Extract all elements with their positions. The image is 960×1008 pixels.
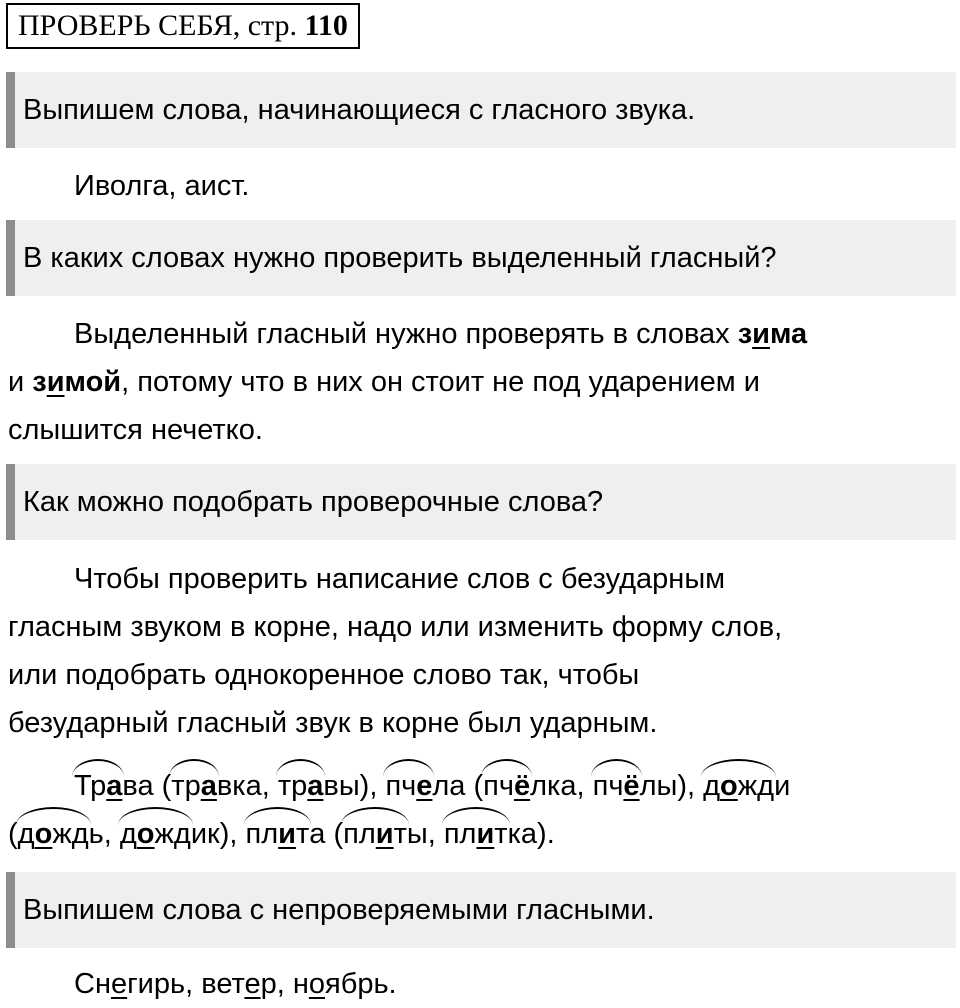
answer-2-line-1 xyxy=(8,310,954,358)
root-vowel: а xyxy=(307,770,324,802)
root-word xyxy=(593,762,640,810)
question-4-text: Выпишем слова с непроверяемыми гласными. xyxy=(23,894,655,926)
question-4 xyxy=(6,872,956,948)
root-part: т xyxy=(295,818,310,850)
root-part: т xyxy=(393,818,407,850)
answer-4-text xyxy=(8,960,954,1008)
word-part: ябрь. xyxy=(325,968,397,1000)
word-part: гирь, xyxy=(127,968,202,1000)
word-ending: ь, xyxy=(88,818,120,850)
answer-3-line: или подобрать однокоренное слово так, чтобы xyxy=(8,659,640,691)
answer-2-line-2-pre: и xyxy=(8,366,33,398)
word-ending: лка, xyxy=(530,770,593,802)
root-part: жд xyxy=(737,770,775,802)
question-1-text: Выпишем слова, начинающиеся с гласного звука. xyxy=(23,94,696,126)
root-part: пл xyxy=(443,818,477,850)
unverifiable-vowel: о xyxy=(308,968,325,1000)
question-2 xyxy=(6,220,956,296)
root-word xyxy=(343,810,407,858)
root-part: жд xyxy=(52,818,89,850)
root-part: тр xyxy=(171,770,201,802)
page-title-text: ПРОВЕРЬ СЕБЯ, стр. xyxy=(18,9,305,42)
answer-2-line-1-text: Выделенный гласный нужно проверять в словах xyxy=(74,318,738,350)
paren: ( xyxy=(8,818,18,850)
root-part: пл xyxy=(245,818,279,850)
root-word xyxy=(444,810,508,858)
root-vowel: и xyxy=(375,818,394,850)
examples-line-1 xyxy=(8,762,954,810)
question-2-text: В каких словах нужно проверить выделенный гласный? xyxy=(23,242,777,274)
root-part: жд xyxy=(154,818,191,850)
page-number: 110 xyxy=(304,9,348,42)
word-ending: а ( xyxy=(309,818,344,850)
root-part: тр xyxy=(277,770,308,802)
root-vowel: а xyxy=(106,770,123,802)
word-zima-vowel: и xyxy=(752,318,770,350)
unverifiable-vowel: е xyxy=(110,968,128,1000)
root-vowel: о xyxy=(34,818,53,850)
word-part: вет xyxy=(201,968,245,1000)
examples xyxy=(8,762,954,858)
root-part: пч xyxy=(483,770,514,802)
answer-3 xyxy=(8,555,954,747)
root-part: пл xyxy=(343,818,376,850)
word-ending: ик), xyxy=(190,818,246,850)
question-3 xyxy=(6,464,956,540)
root-vowel: е xyxy=(416,770,433,802)
word-ending: ка). xyxy=(507,818,555,850)
word-part: р, xyxy=(260,968,293,1000)
examples-line-2 xyxy=(8,810,954,858)
word-part: Сн xyxy=(74,968,111,1000)
root-word xyxy=(483,762,530,810)
answer-4 xyxy=(8,960,954,1008)
root-vowel: и xyxy=(278,818,296,850)
answer-3-line: гласным звуком в корне, надо или изменить форму слов, xyxy=(8,611,783,643)
page-title xyxy=(6,3,360,49)
word-zimoy-part: мой xyxy=(64,366,122,398)
word-zimoy xyxy=(32,366,121,398)
root-vowel: ё xyxy=(623,770,640,802)
root-word xyxy=(120,810,191,858)
word-ending: вы), xyxy=(323,770,386,802)
root-vowel: о xyxy=(136,818,155,850)
root-part: д xyxy=(119,818,137,850)
word-ending: ы, xyxy=(406,818,444,850)
root-word xyxy=(703,762,774,810)
root-word xyxy=(171,762,217,810)
word-zima-part: ма xyxy=(769,318,808,350)
root-part: т xyxy=(494,818,508,850)
root-part: пч xyxy=(385,770,417,802)
root-part: д xyxy=(703,770,721,802)
answer-3-line: безударный гласный звук в корне был ударным. xyxy=(8,707,658,739)
root-vowel: ё xyxy=(513,770,531,802)
question-3-text: Как можно подобрать проверочные слова? xyxy=(23,486,604,518)
word-ending: и xyxy=(774,770,791,802)
answer-2-line-3: слышится нечетко. xyxy=(8,414,263,446)
question-1 xyxy=(6,72,956,148)
answer-1 xyxy=(8,162,954,210)
root-part: Тр xyxy=(74,770,107,802)
word-ending: вка, xyxy=(216,770,278,802)
word-zimoy-vowel: и xyxy=(46,366,65,398)
word-ending: ва ( xyxy=(122,770,172,802)
root-word xyxy=(18,810,89,858)
root-part: д xyxy=(17,818,35,850)
word-zimoy-part: з xyxy=(32,366,47,398)
word-ending: ла ( xyxy=(432,770,484,802)
root-word xyxy=(74,762,122,810)
word-ending: лы), xyxy=(639,770,704,802)
root-vowel: а xyxy=(200,770,217,802)
root-part: пч xyxy=(592,770,624,802)
answer-2-line-2-post: , потому что в них он стоит не под ударением и xyxy=(121,366,760,398)
word-zima-part: з xyxy=(737,318,753,350)
word-part: н xyxy=(292,968,309,1000)
answer-2-line-2 xyxy=(8,358,954,406)
answer-3-line: Чтобы проверить написание слов с безударным xyxy=(74,563,726,595)
answer-2 xyxy=(8,310,954,454)
root-word xyxy=(278,762,324,810)
root-word xyxy=(246,810,310,858)
root-vowel: и xyxy=(476,818,495,850)
unverifiable-vowel: е xyxy=(244,968,261,1000)
root-vowel: о xyxy=(720,770,738,802)
answer-1-text: Иволга, аист. xyxy=(74,170,250,202)
word-zima xyxy=(738,318,807,350)
root-word xyxy=(385,762,432,810)
